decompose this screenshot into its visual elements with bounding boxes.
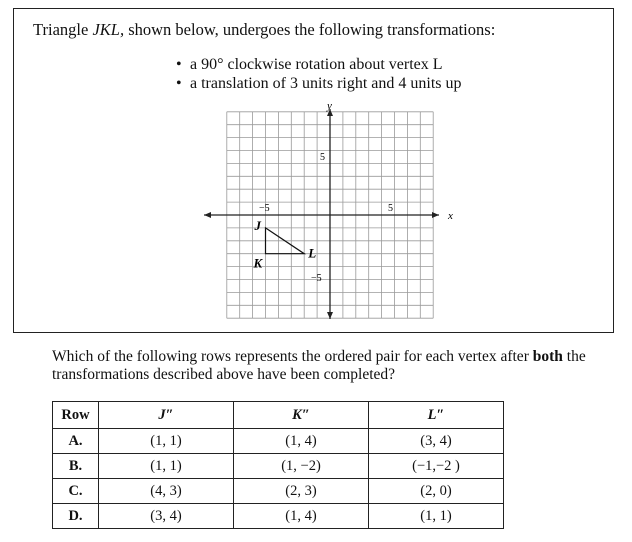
header-j: J″ (99, 402, 234, 429)
question-bold-word: both (532, 348, 563, 365)
transformation-list (176, 55, 462, 93)
stem-suffix: shown below, undergoes the following transformations: (124, 20, 496, 39)
table-row (53, 454, 504, 479)
header-l: L″ (369, 402, 504, 429)
cell-k: (1, −2) (234, 454, 369, 479)
cell-l: (1, 1) (369, 504, 504, 529)
transformation-item: • a translation of 3 units right and 4 units up (176, 74, 462, 93)
vertex-label-j: J (254, 217, 261, 233)
row-label: A. (53, 429, 99, 454)
x-axis-arrow-icon (432, 212, 439, 218)
x-tick-label-pos5: 5 (388, 203, 393, 214)
coordinate-grid (204, 100, 453, 334)
cell-j: (3, 4) (99, 504, 234, 529)
cell-j: (1, 1) (99, 454, 234, 479)
cell-l: (2, 0) (369, 479, 504, 504)
table-row (53, 479, 504, 504)
row-label: B. (53, 454, 99, 479)
question-text (52, 348, 592, 384)
table-row (53, 504, 504, 529)
row-label: C. (53, 479, 99, 504)
coordinate-grid-svg (204, 100, 453, 329)
x-tick-label-neg5: −5 (259, 203, 270, 214)
question-part2: the transformations described above have been completed? (52, 348, 586, 383)
header-k: K″ (234, 402, 369, 429)
cell-l: (−1,−2 ) (369, 454, 504, 479)
question-part1: Which of the following rows represents the ordered pair for each vertex after (52, 348, 533, 365)
transformation-item: • a 90° clockwise rotation about vertex L (176, 55, 462, 74)
cell-j: (4, 3) (99, 479, 234, 504)
table-header-row (53, 402, 504, 429)
x-axis-left-arrow-icon (204, 212, 211, 218)
stem-prefix: Triangle (33, 20, 93, 39)
cell-l: (3, 4) (369, 429, 504, 454)
stem-box (13, 8, 614, 333)
cell-k: (2, 3) (234, 479, 369, 504)
cell-j: (1, 1) (99, 429, 234, 454)
cell-k: (1, 4) (234, 504, 369, 529)
table-row (53, 429, 504, 454)
stem-text (33, 20, 495, 40)
row-label: D. (53, 504, 99, 529)
header-row: Row (53, 402, 99, 429)
y-tick-label-neg5: −5 (311, 273, 322, 284)
cell-k: (1, 4) (234, 429, 369, 454)
y-tick-label-pos5: 5 (320, 152, 325, 163)
vertex-label-l: L (308, 245, 317, 261)
y-axis-label: y (327, 100, 332, 112)
vertex-label-k: K (253, 255, 263, 271)
triangle-name: JKL, (92, 20, 125, 39)
x-axis-label: x (448, 210, 453, 222)
answer-table (52, 401, 504, 529)
